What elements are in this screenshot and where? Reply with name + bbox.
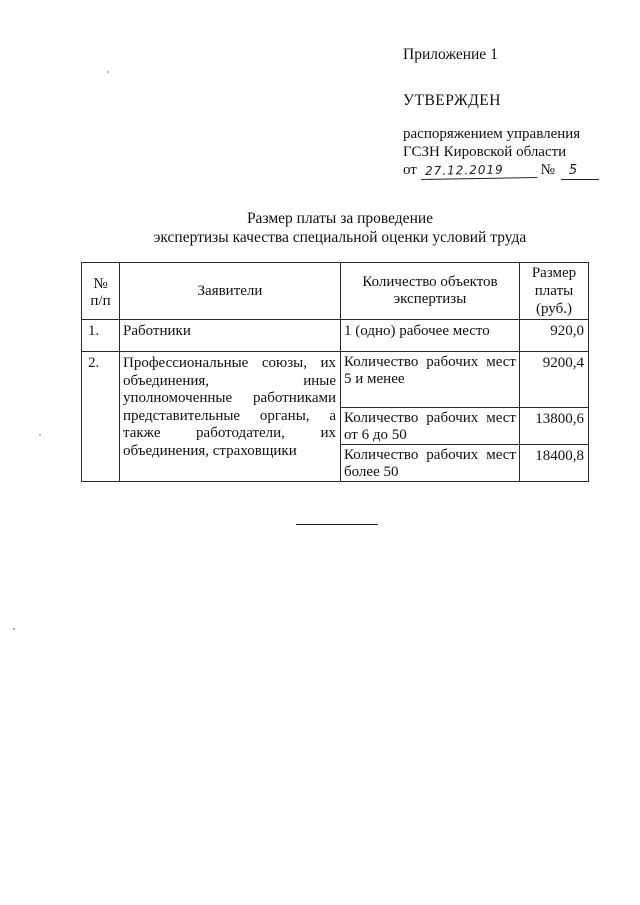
row-quantity: Количество рабочих мест более 50 bbox=[341, 445, 520, 482]
document-title-line2: экспертизы качества специальной оценки условий труда bbox=[153, 229, 527, 246]
row-applicant: Работники bbox=[120, 320, 341, 352]
row-quantity: 1 (одно) рабочее место bbox=[341, 320, 520, 352]
row-fee: 18400,8 bbox=[520, 445, 589, 482]
row-number: 2. bbox=[82, 352, 120, 482]
table-header-row bbox=[82, 263, 589, 320]
header-quantity-line2: экспертизы bbox=[393, 291, 467, 307]
number-prefix: № bbox=[540, 162, 555, 178]
header-quantity-line1: Количество объектов bbox=[362, 274, 498, 290]
handwritten-number: 5 bbox=[561, 163, 599, 180]
header-number-abbr: п/п bbox=[90, 293, 111, 309]
header-quantity-cell bbox=[341, 263, 520, 320]
closing-divider bbox=[296, 524, 378, 525]
order-date-number-line bbox=[403, 162, 599, 180]
approved-stamp-text: УТВЕРЖДЕН bbox=[403, 92, 501, 109]
scan-speck bbox=[13, 628, 15, 630]
row-number: 1. bbox=[82, 320, 120, 352]
header-fee-line1: Размер bbox=[531, 265, 577, 281]
fee-table bbox=[81, 262, 589, 482]
handwritten-date: 27.12.2019 bbox=[421, 161, 537, 180]
header-fee-cell bbox=[520, 263, 589, 320]
row-fee: 920,0 bbox=[520, 320, 589, 352]
order-issuer-line2: ГСЗН Кировской области bbox=[403, 144, 567, 160]
header-fee-line3: (руб.) bbox=[536, 301, 572, 317]
header-number-symbol: № bbox=[93, 276, 108, 292]
scan-speck bbox=[107, 71, 109, 73]
table-row bbox=[82, 320, 589, 352]
row-quantity: Количество рабочих мест от 6 до 50 bbox=[341, 408, 520, 445]
row-fee: 13800,6 bbox=[520, 408, 589, 445]
row-quantity: Количество рабочих мест 5 и менее bbox=[341, 352, 520, 408]
header-fee-line2: платы bbox=[534, 283, 574, 299]
scan-speck bbox=[39, 434, 41, 436]
header-applicants-cell bbox=[120, 263, 341, 320]
date-prefix: от bbox=[403, 162, 417, 178]
document-title-line1: Размер платы за проведение bbox=[246, 210, 434, 227]
order-issuer-line1: распоряжением управления bbox=[403, 126, 581, 142]
appendix-label: Приложение 1 bbox=[403, 46, 498, 63]
header-number-cell bbox=[82, 263, 120, 320]
row-fee: 9200,4 bbox=[520, 352, 589, 408]
table-row bbox=[82, 352, 589, 408]
row-applicant: Профессиональные союзы, их объединения, иные уполномоченные работниками представительные органы, а также работодатели, их объединения, страховщики bbox=[120, 352, 341, 482]
header-applicants-label: Заявители bbox=[197, 282, 263, 299]
